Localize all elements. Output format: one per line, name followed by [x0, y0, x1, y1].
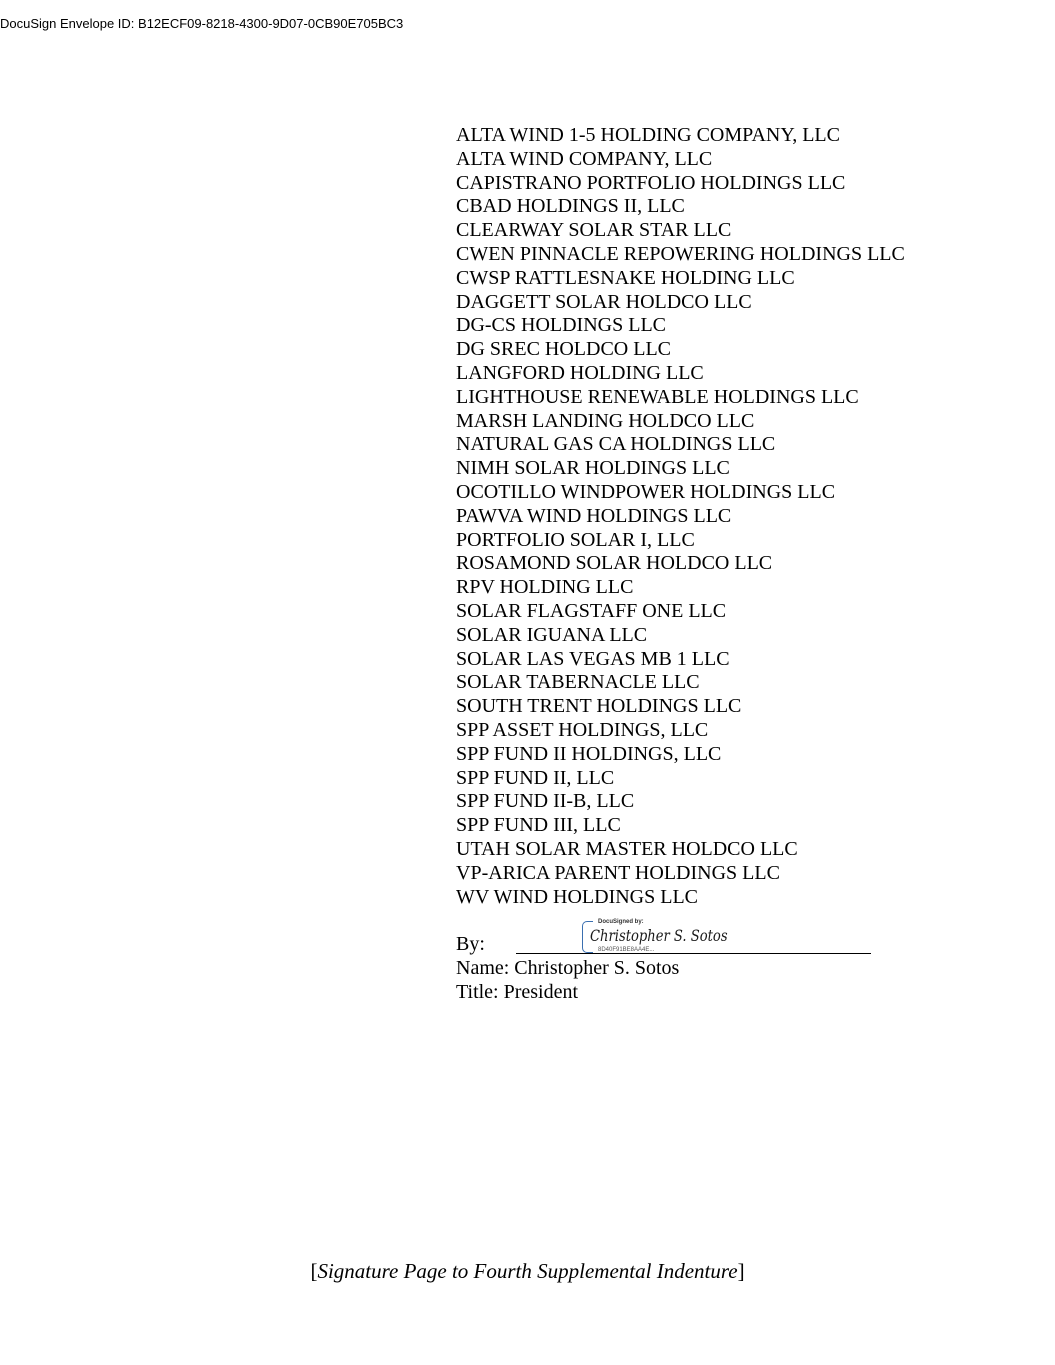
entity-name: SPP FUND II HOLDINGS, LLC	[456, 742, 722, 765]
entity-name: UTAH SOLAR MASTER HOLDCO LLC	[456, 837, 798, 860]
entity-name: PAWVA WIND HOLDINGS LLC	[456, 504, 732, 527]
footer-close-bracket: ]	[737, 1259, 745, 1283]
entity-name: SPP FUND II, LLC	[456, 766, 615, 789]
signature-line	[516, 953, 871, 954]
entity-name: SOLAR IGUANA LLC	[456, 623, 648, 646]
entity-name: CWSP RATTLESNAKE HOLDING LLC	[456, 266, 795, 289]
entity-name: OCOTILLO WINDPOWER HOLDINGS LLC	[456, 480, 836, 503]
entity-name: SOUTH TRENT HOLDINGS LLC	[456, 695, 742, 718]
signature-block	[456, 919, 876, 1004]
entity-name: CAPISTRANO PORTFOLIO HOLDINGS LLC	[456, 171, 846, 194]
entity-list	[456, 124, 905, 909]
entity-name: DG-CS HOLDINGS LLC	[456, 314, 666, 337]
docusign-signature-stamp	[582, 919, 728, 953]
entity-name: NATURAL GAS CA HOLDINGS LLC	[456, 433, 776, 456]
handwritten-signature: Christopher S. Sotos	[590, 926, 728, 945]
docusign-envelope-id: DocuSign Envelope ID: B12ECF09-8218-4300-9D07-0CB90E705BC3	[0, 16, 404, 31]
page-footer-caption	[0, 1258, 1055, 1284]
entity-name: SPP ASSET HOLDINGS, LLC	[456, 718, 709, 741]
entity-name: CWEN PINNACLE REPOWERING HOLDINGS LLC	[456, 242, 905, 265]
entity-name: SOLAR FLAGSTAFF ONE LLC	[456, 599, 727, 622]
entity-name: SOLAR TABERNACLE LLC	[456, 671, 700, 694]
signer-title: Title: President	[456, 980, 579, 1003]
entity-name: CLEARWAY SOLAR STAR LLC	[456, 219, 732, 242]
docusign-stamp-id: 8D40F91BE8AA4E...	[598, 947, 655, 953]
entity-name: WV WIND HOLDINGS LLC	[456, 885, 699, 908]
entity-name: DG SREC HOLDCO LLC	[456, 338, 672, 361]
footer-open-bracket: [	[310, 1259, 318, 1283]
entity-name: RPV HOLDING LLC	[456, 576, 634, 599]
signer-name: Name: Christopher S. Sotos	[456, 956, 680, 979]
entity-name: LIGHTHOUSE RENEWABLE HOLDINGS LLC	[456, 385, 859, 408]
entity-name: ROSAMOND SOLAR HOLDCO LLC	[456, 552, 773, 575]
entity-name: MARSH LANDING HOLDCO LLC	[456, 409, 755, 432]
entity-name: LANGFORD HOLDING LLC	[456, 361, 704, 384]
entity-name: CBAD HOLDINGS II, LLC	[456, 195, 685, 218]
entity-name: SPP FUND II-B, LLC	[456, 790, 635, 813]
entity-name: ALTA WIND COMPANY, LLC	[456, 147, 713, 170]
entity-name: ALTA WIND 1-5 HOLDING COMPANY, LLC	[456, 124, 840, 146]
docusign-stamp-header: DocuSigned by:	[598, 919, 644, 925]
entity-name: VP-ARICA PARENT HOLDINGS LLC	[456, 861, 780, 884]
by-label: By:	[456, 933, 485, 955]
entity-name: NIMH SOLAR HOLDINGS LLC	[456, 457, 730, 480]
entity-name: SOLAR LAS VEGAS MB 1 LLC	[456, 647, 730, 670]
entity-name: SPP FUND III, LLC	[456, 814, 621, 837]
entity-name: PORTFOLIO SOLAR I, LLC	[456, 528, 695, 551]
signature-by-row	[456, 919, 876, 957]
entity-name: DAGGETT SOLAR HOLDCO LLC	[456, 290, 752, 313]
footer-caption-text: Signature Page to Fourth Supplemental Indenture	[317, 1259, 738, 1283]
